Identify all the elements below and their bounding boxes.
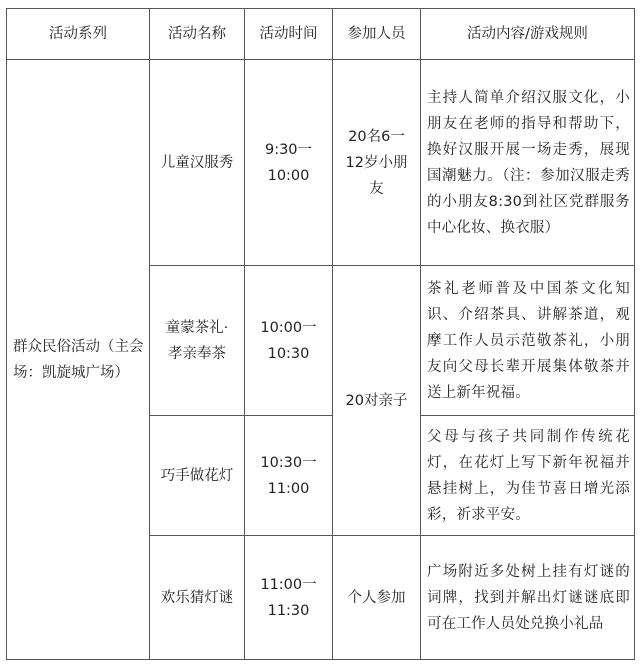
series-cell: 群众民俗活动（主会场：凯旋城广场） bbox=[7, 60, 150, 660]
activity-content-cell: 茶礼老师普及中国茶文化知识、介绍茶具、讲解茶道，观摩工作人员示范敬茶礼，小朋友向父母长辈开展集体敬茶并送上新年祝福。 bbox=[421, 266, 635, 416]
activity-time-cell: 9:30一10:00 bbox=[245, 60, 333, 266]
header-time: 活动时间 bbox=[245, 9, 333, 60]
participants-cell: 20名6一12岁小朋友 bbox=[333, 60, 421, 266]
participants-cell: 20对亲子 bbox=[333, 266, 421, 536]
activity-schedule-table bbox=[6, 8, 635, 660]
activity-content-cell: 父母与孩子共同制作传统花灯，在花灯上写下新年祝福并悬挂树上，为佳节喜日增光添彩，祈求平安。 bbox=[421, 416, 635, 536]
header-series: 活动系列 bbox=[7, 9, 150, 60]
table-header-row bbox=[7, 9, 635, 60]
activity-name-cell: 童蒙茶礼·孝亲奉茶 bbox=[150, 266, 245, 416]
activity-table-wrapper bbox=[6, 8, 634, 660]
activity-content-cell: 广场附近多处树上挂有灯谜的词牌，找到并解出灯谜谜底即可在工作人员处兑换小礼品 bbox=[421, 536, 635, 660]
activity-name-cell: 儿童汉服秀 bbox=[150, 60, 245, 266]
activity-content-cell: 主持人简单介绍汉服文化，小朋友在老师的指导和帮助下，换好汉服开展一场走秀，展现国潮魅力。（注：参加汉服走秀的小朋友8:30到社区党群服务中心化妆、换衣服） bbox=[421, 60, 635, 266]
header-participants: 参加人员 bbox=[333, 9, 421, 60]
activity-time-cell: 10:00一10:30 bbox=[245, 266, 333, 416]
activity-name-cell: 巧手做花灯 bbox=[150, 416, 245, 536]
participants-cell: 个人参加 bbox=[333, 536, 421, 660]
header-name: 活动名称 bbox=[150, 9, 245, 60]
activity-time-cell: 11:00一11:30 bbox=[245, 536, 333, 660]
activity-time-cell: 10:30一11:00 bbox=[245, 416, 333, 536]
header-content: 活动内容/游戏规则 bbox=[421, 9, 635, 60]
activity-name-cell: 欢乐猜灯谜 bbox=[150, 536, 245, 660]
table-row bbox=[7, 60, 635, 266]
